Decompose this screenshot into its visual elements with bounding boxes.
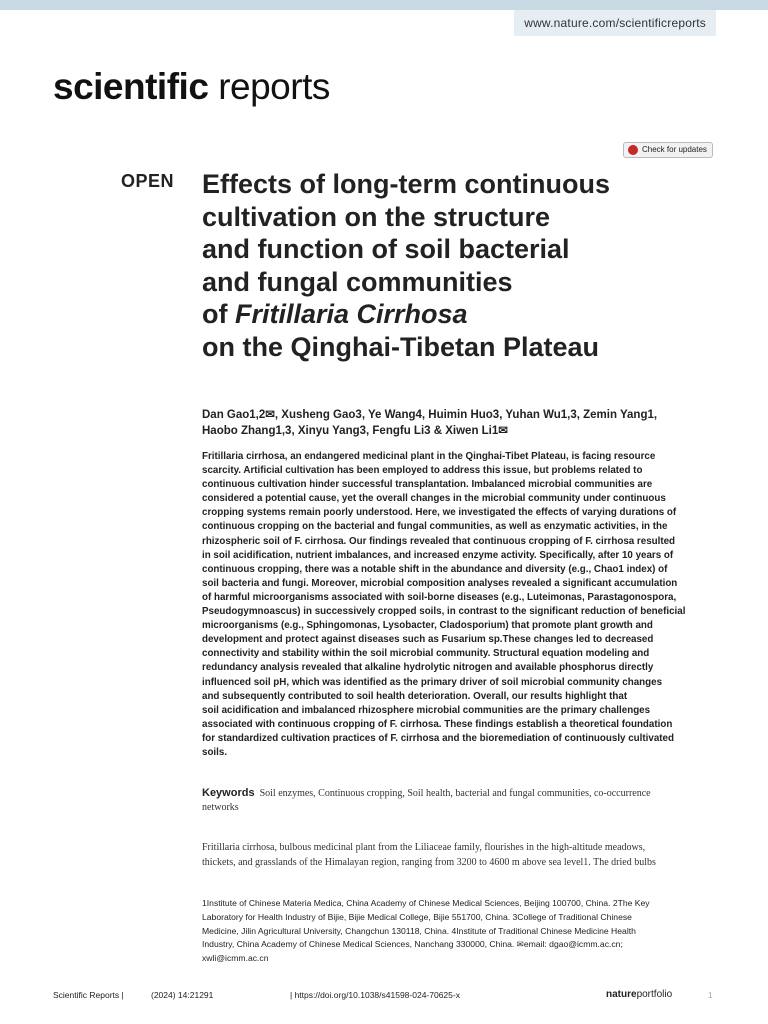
affiliations bbox=[202, 897, 717, 966]
abstract-line: continuous cultivation hinder successful transplantation. Imbalanced microbial communities are bbox=[202, 479, 653, 491]
body-text bbox=[202, 840, 717, 870]
abstract-line: Pseudogymnoascus) in successively cropped soils, in contrast to the significant reduction of beneficial bbox=[202, 606, 686, 618]
title-line: on the Qinghai-Tibetan Plateau bbox=[202, 331, 600, 362]
affiliation-line: Laboratory for Health Industry of Bijie, Bijie Medical College, Bijie 551700, China. 3College of Traditional Chinese bbox=[202, 911, 632, 922]
abstract-line: microorganisms (e.g., Sphingomonas, Lysobacter, Cladosporium) that promote plant growth and bbox=[202, 620, 653, 632]
abstract-line: soil bacteria and fungi. Moreover, microbial composition analyses revealed a significant accumulation bbox=[202, 577, 678, 589]
publisher-bold: nature bbox=[606, 989, 637, 1000]
title-line: cultivation on the structure bbox=[202, 201, 551, 232]
open-access-label: OPEN bbox=[121, 171, 175, 191]
abstract-line: in soil acidification, nutrient imbalances, and increased enzyme activity. Specifically, after 10 years of bbox=[202, 549, 674, 561]
title-line: and fungal communities bbox=[202, 266, 513, 297]
abstract bbox=[202, 450, 712, 760]
abstract-line: cropping systems remain poorly understood. Here, we investigated the effects of varying durations of bbox=[202, 507, 677, 519]
abstract-line: soils. bbox=[202, 746, 228, 758]
abstract-line: influenced soil pH, which was identified as the primary driver of soil microbial community changes bbox=[202, 676, 663, 688]
abstract-line: scarcity. Artificial cultivation has been employed to address this issue, but problems related to bbox=[202, 465, 643, 477]
abstract-line: continuous cropping on the bacterial and fungal communities, as well as enzymatic activities, in the bbox=[202, 521, 668, 533]
journal-url[interactable]: www.nature.com/scientificreports bbox=[514, 10, 716, 36]
body-line: Fritillaria cirrhosa, bulbous medicinal plant from the Liliaceae family, flourishes in the high-altitude meadows, bbox=[202, 842, 646, 853]
abstract-line: associated with continuous cropping of F. cirrhosa. These findings establish a theoretical foundation bbox=[202, 718, 673, 730]
footer-doi-link[interactable]: | https://doi.org/10.1038/s41598-024-70625-x bbox=[290, 990, 460, 1000]
keywords-line bbox=[202, 786, 717, 801]
title-species: Fritillaria Cirrhosa bbox=[235, 299, 468, 329]
author-line: Dan Gao1,2✉, Xusheng Gao3, Ye Wang4, Huimin Huo3, Yuhan Wu1,3, Zemin Yang1, bbox=[202, 409, 658, 421]
keywords-section bbox=[202, 786, 717, 815]
check-for-updates-label: Check for updates bbox=[642, 145, 707, 154]
abstract-line: for standardized cultivation practices of F. cirrhosa and the bioremediation of continuously cultivated bbox=[202, 732, 674, 744]
title-line bbox=[202, 298, 722, 331]
journal-logo[interactable] bbox=[53, 62, 330, 112]
body-line: thickets, and grasslands of the Himalayan region, ranging from 3200 to 4600 m above sea level1. The dried bulbs bbox=[202, 857, 656, 868]
crossmark-icon bbox=[628, 145, 638, 155]
keywords-label: Keywords bbox=[202, 787, 255, 799]
affiliation-line: xwli@icmm.ac.cn bbox=[202, 953, 269, 964]
keywords-line: networks bbox=[202, 802, 239, 813]
top-bar bbox=[0, 0, 768, 10]
author-list bbox=[202, 407, 722, 439]
check-for-updates-button[interactable] bbox=[623, 142, 713, 158]
abstract-line: soil acidification and imbalanced rhizosphere microbial communities are the primary challenges bbox=[202, 704, 651, 716]
abstract-line: and subsequently contributed to soil health deterioration. Overall, our results highlight that bbox=[202, 690, 628, 702]
title-of: of bbox=[202, 299, 235, 329]
affiliation-line: 1Institute of Chinese Materia Medica, China Academy of Chinese Medical Sciences, Beijing 100700, China. 2The Key bbox=[202, 898, 650, 908]
footer-journal: Scientific Reports | bbox=[53, 990, 124, 1000]
journal-logo-regular: reports bbox=[218, 66, 330, 107]
abstract-line: rhizospheric soil of F. cirrhosa. Our findings revealed that continuous cropping of F. cirrhosa resulted bbox=[202, 535, 676, 547]
journal-logo-bold: scientific bbox=[53, 66, 209, 107]
publisher-regular: portfolio bbox=[636, 989, 673, 1000]
abstract-line: redundancy analysis revealed that alkaline hydrolytic nitrogen and available phosphorus directly bbox=[202, 662, 654, 674]
abstract-line: of harmful microorganisms associated with soil-borne diseases (e.g., Luteimonas, Parastagonospora, bbox=[202, 591, 677, 603]
title-line: Effects of long-term continuous bbox=[202, 169, 610, 199]
footer-volume: (2024) 14:21291 bbox=[151, 990, 214, 1000]
affiliation-line: Industry, China Academy of Chinese Medical Sciences, Nanchang 330000, China. ✉email: dgao@icmm.ac.cn; bbox=[202, 939, 623, 950]
article-title bbox=[202, 168, 722, 363]
author-line: Haobo Zhang1,3, Xinyu Yang3, Fengfu Li3 & Xiwen Li1✉ bbox=[202, 425, 508, 437]
page-number: 1 bbox=[708, 990, 713, 1000]
abstract-line: Fritillaria cirrhosa, an endangered medicinal plant in the Qinghai-Tibet Plateau, is facing resource bbox=[202, 451, 656, 462]
title-line: and function of soil bacterial bbox=[202, 234, 570, 264]
affiliation-line: Medicine, Jilin Agricultural University, Changchun 130118, China. 4Institute of Traditional Chinese Medicine Health bbox=[202, 925, 636, 936]
keywords-list: Soil enzymes, Continuous cropping, Soil health, bacterial and fungal communities, co-occurrence bbox=[259, 788, 651, 799]
abstract-line: considered a potential cause, yet the overall changes in the microbial community under continuous bbox=[202, 493, 666, 505]
publisher-logo bbox=[606, 988, 672, 1002]
page-footer bbox=[53, 988, 718, 1002]
abstract-line: connectivity and stability within the soil microbial community. Structural equation modeling and bbox=[202, 648, 650, 660]
abstract-line: development and protect against diseases such as Fusarium sp.These changes led to decreased bbox=[202, 634, 654, 646]
abstract-line: continuous cropping, there was a notable shift in the abundance and diversity (e.g., Chao1 index) of bbox=[202, 563, 668, 575]
